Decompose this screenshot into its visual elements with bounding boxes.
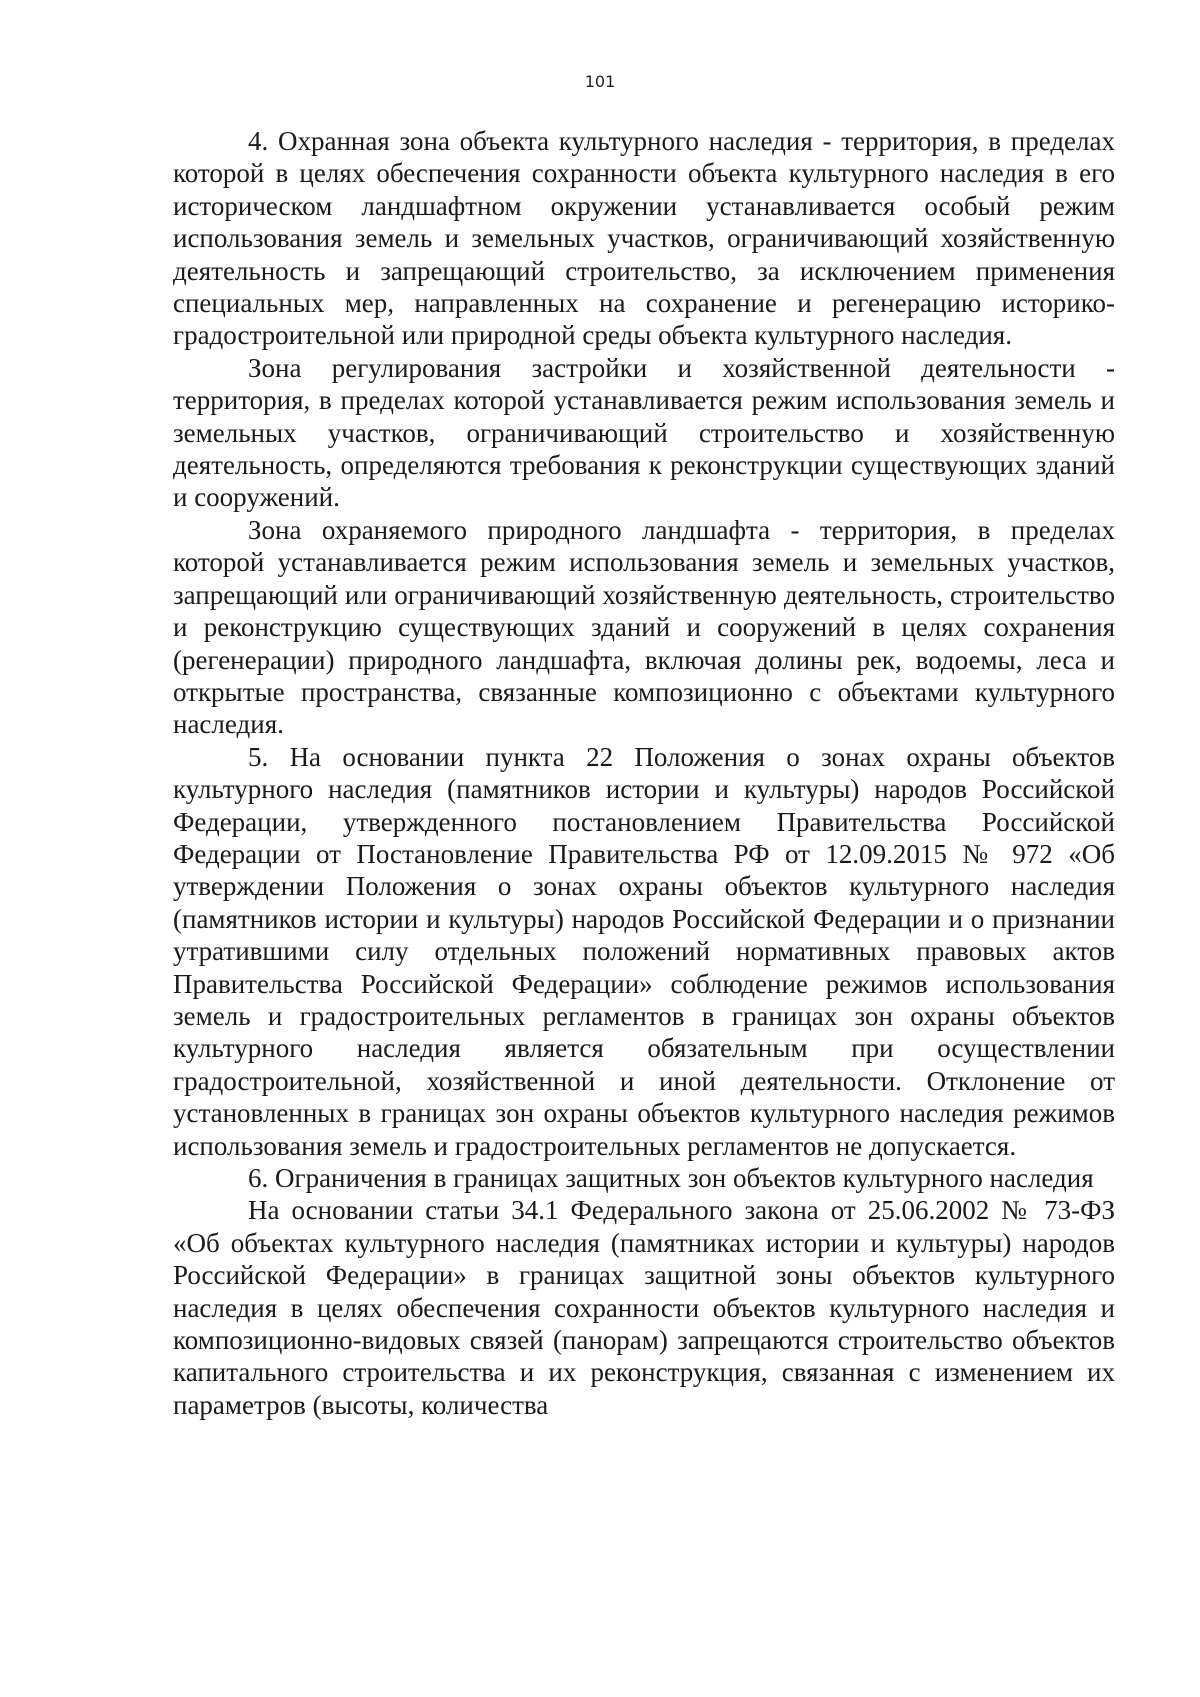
paragraph-regulation-zone: Зона регулирования застройки и хозяйственной деятельности - территория, в пределах которой устанавливается режим использования земель и земельных участков, ограничивающий строительство и хозяйственную деятельность, определяются требования к реконструкции существующих зданий и сооружений. xyxy=(173,352,1115,513)
paragraph-protection-zone: 4. Охранная зона объекта культурного наследия - территория, в пределах которой в целях обеспечения сохранности объекта культурного наследия в его историческом ландшафтном окружении устанавливается особый режим использования земель и земельных участков, ограничивающий хозяйственную деятельность и запрещающий строительство, за исключением применения специальных мер, направленных на сохранение и регенерацию историко-градостроительной или природной среды объекта культурного наследия. xyxy=(173,126,1115,351)
page-number: 101 xyxy=(584,72,616,91)
paragraph-landscape-zone: Зона охраняемого природного ландшафта - территория, в пределах которой устанавливается режим использования земель и земельных участков, запрещающий или ограничивающий хозяйственную деятельность, строительство и реконструкцию существующих зданий и сооружений в целях сохранения (регенерации) природного ландшафта, включая долины рек, водоемы, леса и открытые пространства, связанные композиционно с объектами культурного наследия. xyxy=(173,514,1115,740)
document-body xyxy=(173,125,1115,1421)
paragraph-point-5: 5. На основании пункта 22 Положения о зонах охраны объектов культурного наследия (памятников истории и культуры) народов Российской Федерации, утвержденного постановлением Правительства Российской Федерации от Постановление Правительства РФ от 12.09.2015 № 972 «Об утверждении Положения о зонах охраны объектов культурного наследия (памятников истории и культуры) народов Российской Федерации и о признании утратившими силу отдельных положений нормативных правовых актов Правительства Российской Федерации» соблюдение режимов использования земель и градостроительных регламентов в границах зон охраны объектов культурного наследия является обязательным при осуществлении градостроительной, хозяйственной и иной деятельности. Отклонение от установленных в границах зон охраны объектов культурного наследия режимов использования земель и градостроительных регламентов не допускается. xyxy=(173,741,1115,1161)
paragraph-point-6-heading: 6. Ограничения в границах защитных зон объектов культурного наследия xyxy=(248,1163,1094,1193)
paragraph-article-34-1: На основании статьи 34.1 Федерального закона от 25.06.2002 № 73-ФЗ «Об объектах культурного наследия (памятниках истории и культуры) народов Российской Федерации» в границах защитной зоны объектов культурного наследия в целях обеспечения сохранности объектов культурного наследия и композиционно-видовых связей (панорам) запрещаются строительство объектов капитального строительства и их реконструкция, связанная с изменением их параметров (высоты, количества xyxy=(173,1195,1115,1420)
